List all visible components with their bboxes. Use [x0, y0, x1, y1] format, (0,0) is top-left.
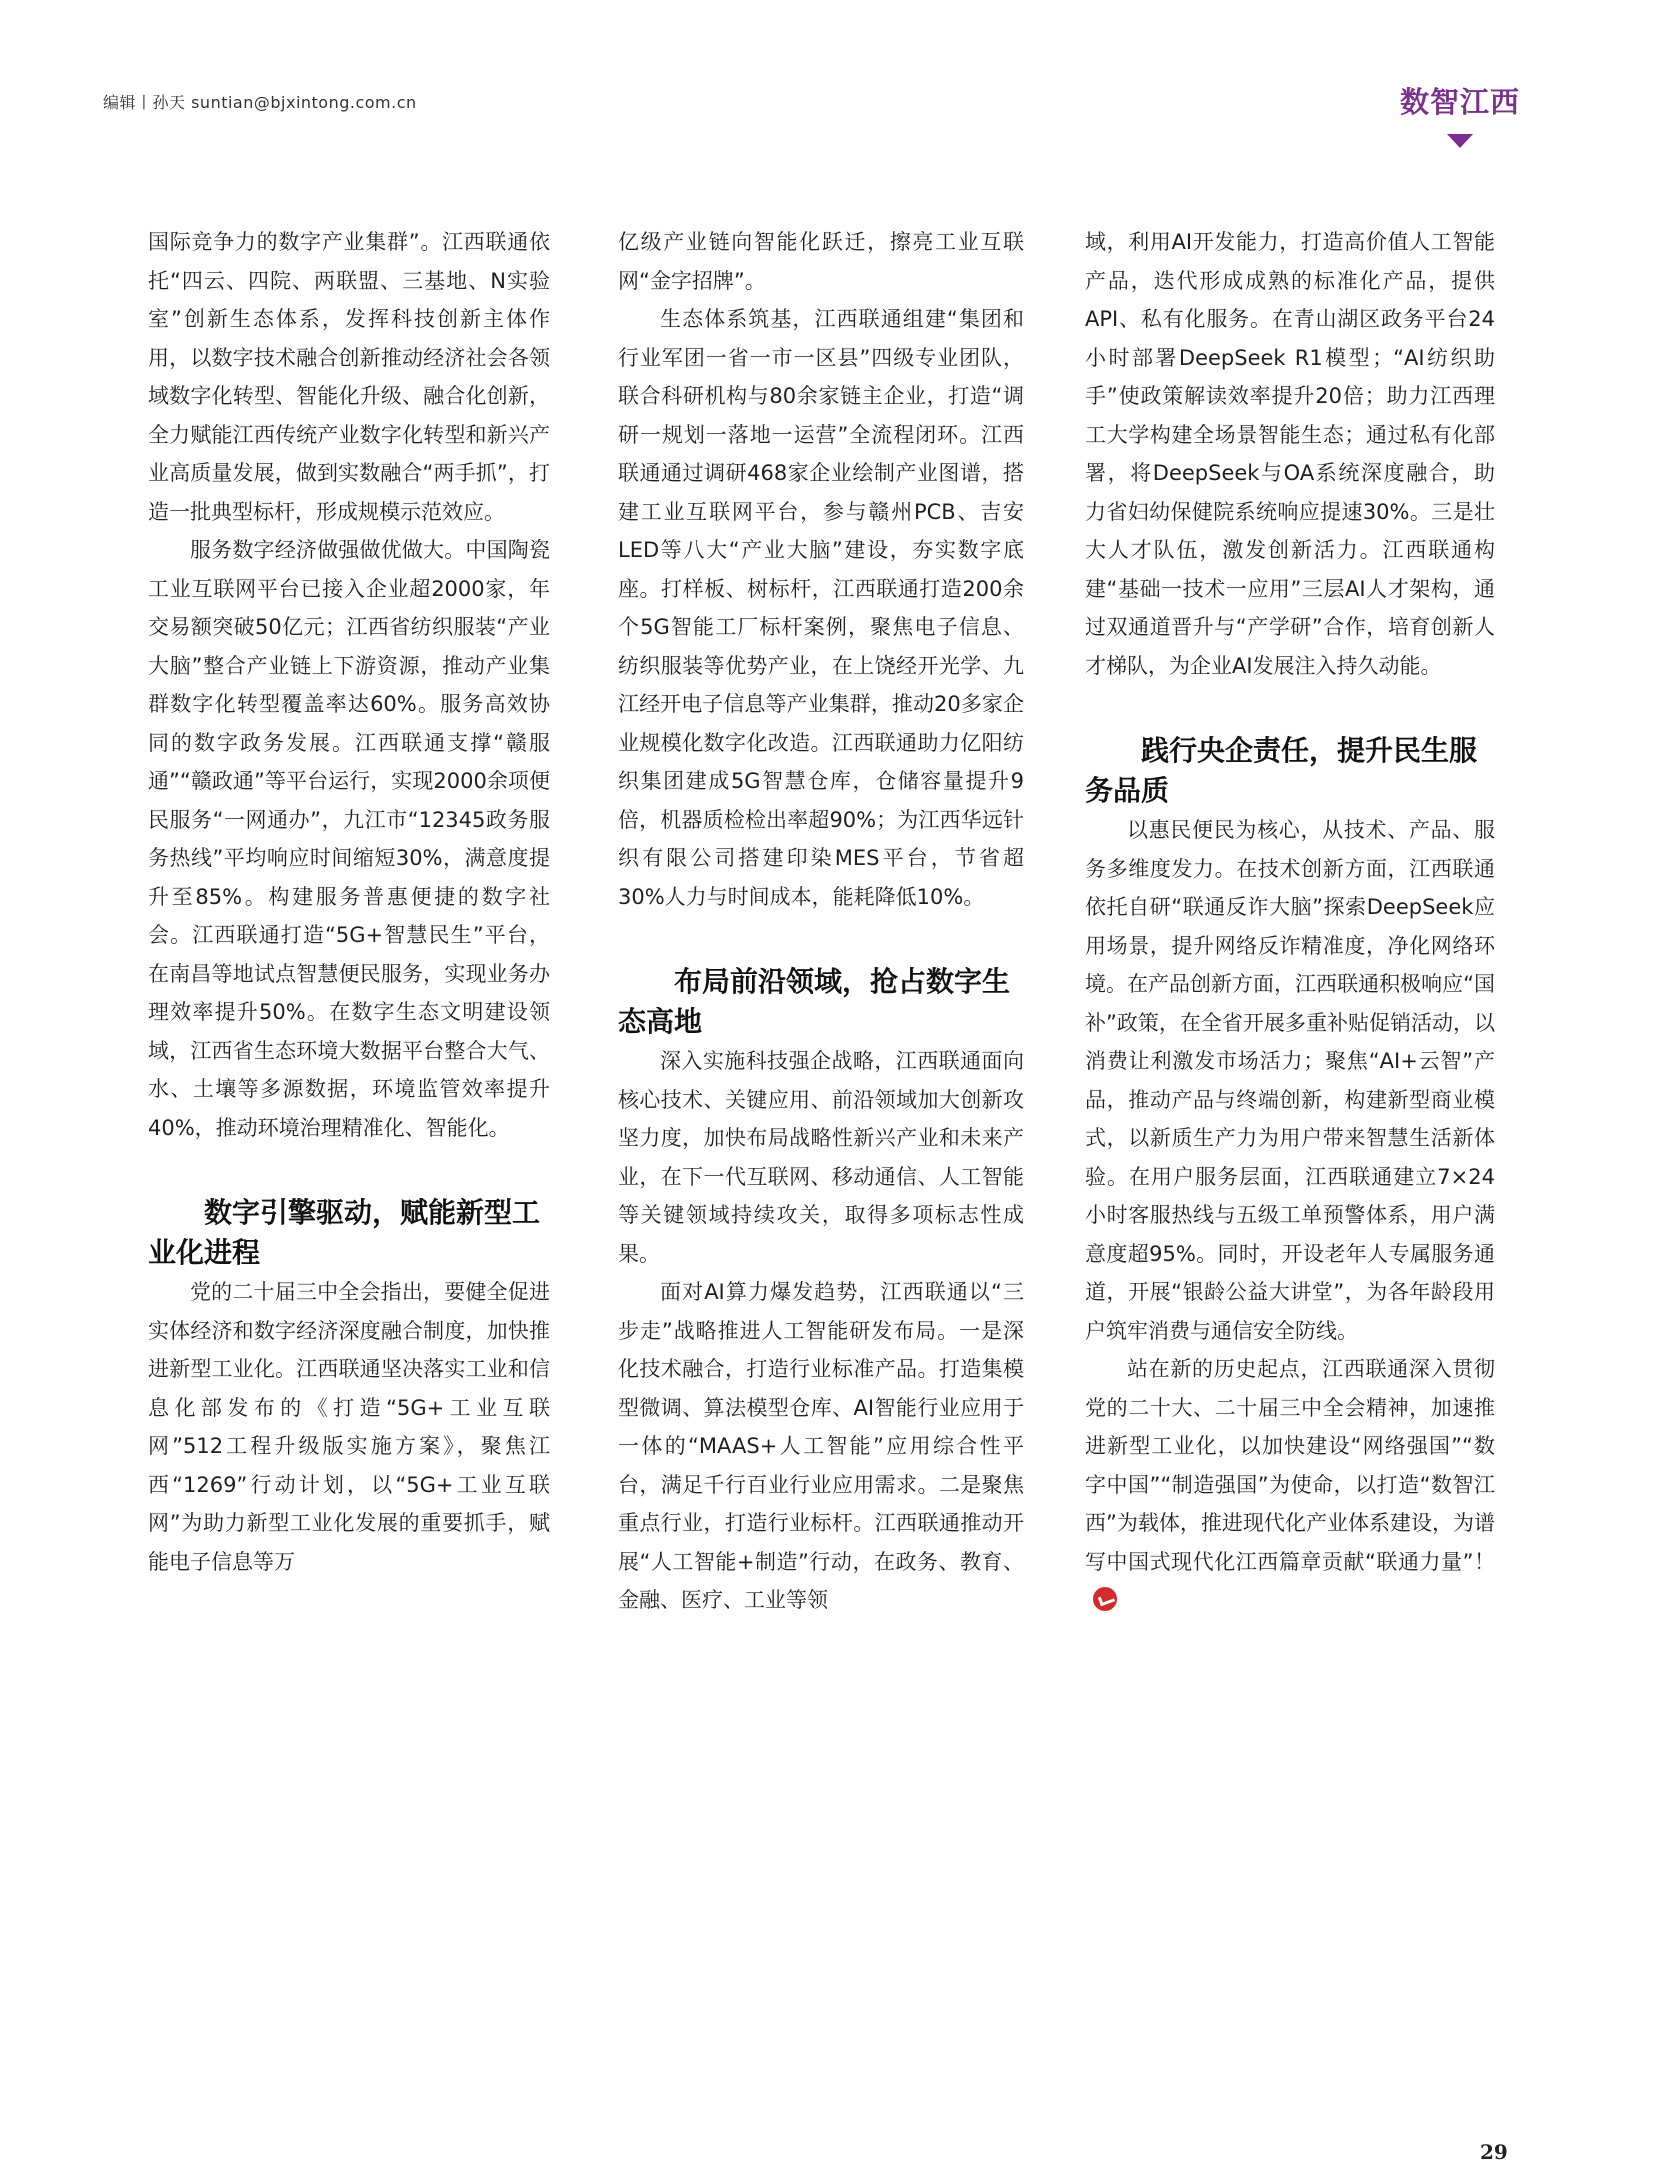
section-heading: 布局前沿领域，抢占数字生态高地 [618, 965, 1011, 1038]
paragraph: 国际竞争力的数字产业集群”。江西联通依托“四云、四院、两联盟、三基地、N实验室”创新生态体系，发挥科技创新主体作用，以数字技术融合创新推动经济社会各领域数字化转型、智能化升级、融合化创新，全力赋能江西传统产业数字化转型和新兴产业高质量发展，做到实数融合“两手抓”，打造一批典型标杆，形成规模示范效应。 [148, 230, 550, 524]
section-heading: 践行央企责任，提升民生服务品质 [1085, 734, 1478, 807]
paragraph: 党的二十届三中全会指出，要健全促进实体经济和数字经济深度融合制度，加快推进新型工业化。江西联通坚决落实工业和信息化部发布的《打造“5G+工业互联网”512工程升级版实施方案》，聚焦江西“1269”行动计划，以“5G+工业互联网”为助力新型工业化发展的重要抓手，赋能电子信息等万 [148, 1280, 550, 1574]
paragraph: 域，利用AI开发能力，打造高价值人工智能产品，迭代形成成熟的标准化产品，提供API、私有化服务。在青山湖区政务平台24小时部署DeepSeek R1模型；“AI纺织助手”使政策解读效率提升20倍；助力江西理工大学构建全场景智能生态；通过私有化部署，将DeepSeek与OA系统深度融合，助力省妇幼保健院系统响应提速30%。三是壮大人才队伍，激发创新活力。江西联通构建“基础一技术一应用”三层AI人才架构，通过双通道晋升与“产学研”合作，培育创新人才梯队，为企业AI发展注入持久动能。 [1085, 230, 1495, 678]
page-number: 29 [1480, 2140, 1508, 2164]
paragraph: 以惠民便民为核心，从技术、产品、服务多维度发力。在技术创新方面，江西联通依托自研“联通反诈大脑”探索DeepSeek应用场景，提升网络反诈精准度，净化网络环境。在产品创新方面，江西联通积极响应“国补”政策，在全省开展多重补贴促销活动，以消费让利激发市场活力；聚焦“AI+云智”产品，推动产品与终端创新，构建新型商业模式，以新质生产力为用户带来智慧生活新体验。在用户服务层面，江西联通建立7×24小时客服热线与五级工单预警体系，用户满意度超95%。同时，开设老年人专属服务通道，开展“银龄公益大讲堂”，为各年龄段用户筑牢消费与通信安全防线。 [1085, 818, 1495, 1343]
paragraph: 亿级产业链向智能化跃迁，擦亮工业互联网“金字招牌”。 [618, 230, 1024, 293]
section-title: 数智江西 [1399, 85, 1520, 119]
section-header [1395, 80, 1525, 160]
paragraph: 服务数字经济做强做优做大。中国陶瓷工业互联网平台已接入企业超2000家，年交易额突破50亿元；江西省纺织服装“产业大脑”整合产业链上下游资源，推动产业集群数字化转型覆盖率达60%。服务高效协同的数字政务发展。江西联通支撑“赣服通”“赣政通”等平台运行，实现2000余项便民服务“一网通办”，九江市“12345政务服务热线”平均响应时间缩短30%，满意度提升至85%。构建服务普惠便捷的数字社会。江西联通打造“5G+智慧民生”平台，在南昌等地试点智慧便民服务，实现业务办理效率提升50%。在数字生态文明建设领域，江西省生态环境大数据平台整合大气、水、土壤等多源数据，环境监管效率提升40%，推动环境治理精准化、智能化。 [148, 538, 550, 1140]
article-column-1 [148, 223, 550, 1581]
article-column-2 [618, 223, 1024, 1620]
paragraph: 生态体系筑基，江西联通组建“集团和行业军团一省一市一区县”四级专业团队，联合科研机构与80余家链主企业，打造“调研一规划一落地一运营”全流程闭环。江西联通通过调研468家企业绘制产业图谱，搭建工业互联网平台，参与赣州PCB、吉安LED等八大“产业大脑”建设，夯实数字底座。打样板、树标杆，江西联通打造200余个5G智能工厂标杆案例，聚焦电子信息、纺织服装等优势产业，在上饶经开光学、九江经开电子信息等产业集群，推动20多家企业规模化数字化改造。江西联通助力亿阳纺织集团建成5G智慧仓库，仓储容量提升9倍，机器质检检出率超90%；为江西华远针织有限公司搭建印染MES平台，节省超30%人力与时间成本，能耗降低10%。 [618, 307, 1024, 909]
section-heading: 数字引擎驱动，赋能新型工业化进程 [148, 1196, 541, 1269]
article-column-3 [1085, 223, 1495, 1620]
paragraph: 深入实施科技强企战略，江西联通面向核心技术、关键应用、前沿领域加大创新攻坚力度，加快布局战略性新兴产业和未来产业，在下一代互联网、移动通信、人工智能等关键领域持续攻关，取得多项标志性成果。 [618, 1049, 1024, 1266]
closing-paragraph [1085, 1350, 1495, 1620]
editor-credit: 编辑丨孙天 suntian@bjxintong.com.cn [103, 93, 417, 112]
closing-text: 站在新的历史起点，江西联通深入贯彻党的二十大、二十届三中全会精神，加速推进新型工业化，以加快建设“网络强国”“数字中国”“制造强国”为使命，以打造“数智江西”为载体，推进现代化产业体系建设，为谱写中国式现代化江西篇章贡献“联通力量”！ [1085, 1357, 1495, 1574]
article-end-icon [1093, 1587, 1117, 1611]
section-marker-icon [1447, 134, 1473, 148]
paragraph: 面对AI算力爆发趋势，江西联通以“三步走”战略推进人工智能研发布局。一是深化技术融合，打造行业标准产品。打造集模型微调、算法模型仓库、AI智能行业应用于一体的“MAAS+人工智能”应用综合性平台，满足千行百业行业应用需求。二是聚焦重点行业，打造行业标杆。江西联通推动开展“人工智能+制造”行动，在政务、教育、金融、医疗、工业等领 [618, 1280, 1024, 1612]
